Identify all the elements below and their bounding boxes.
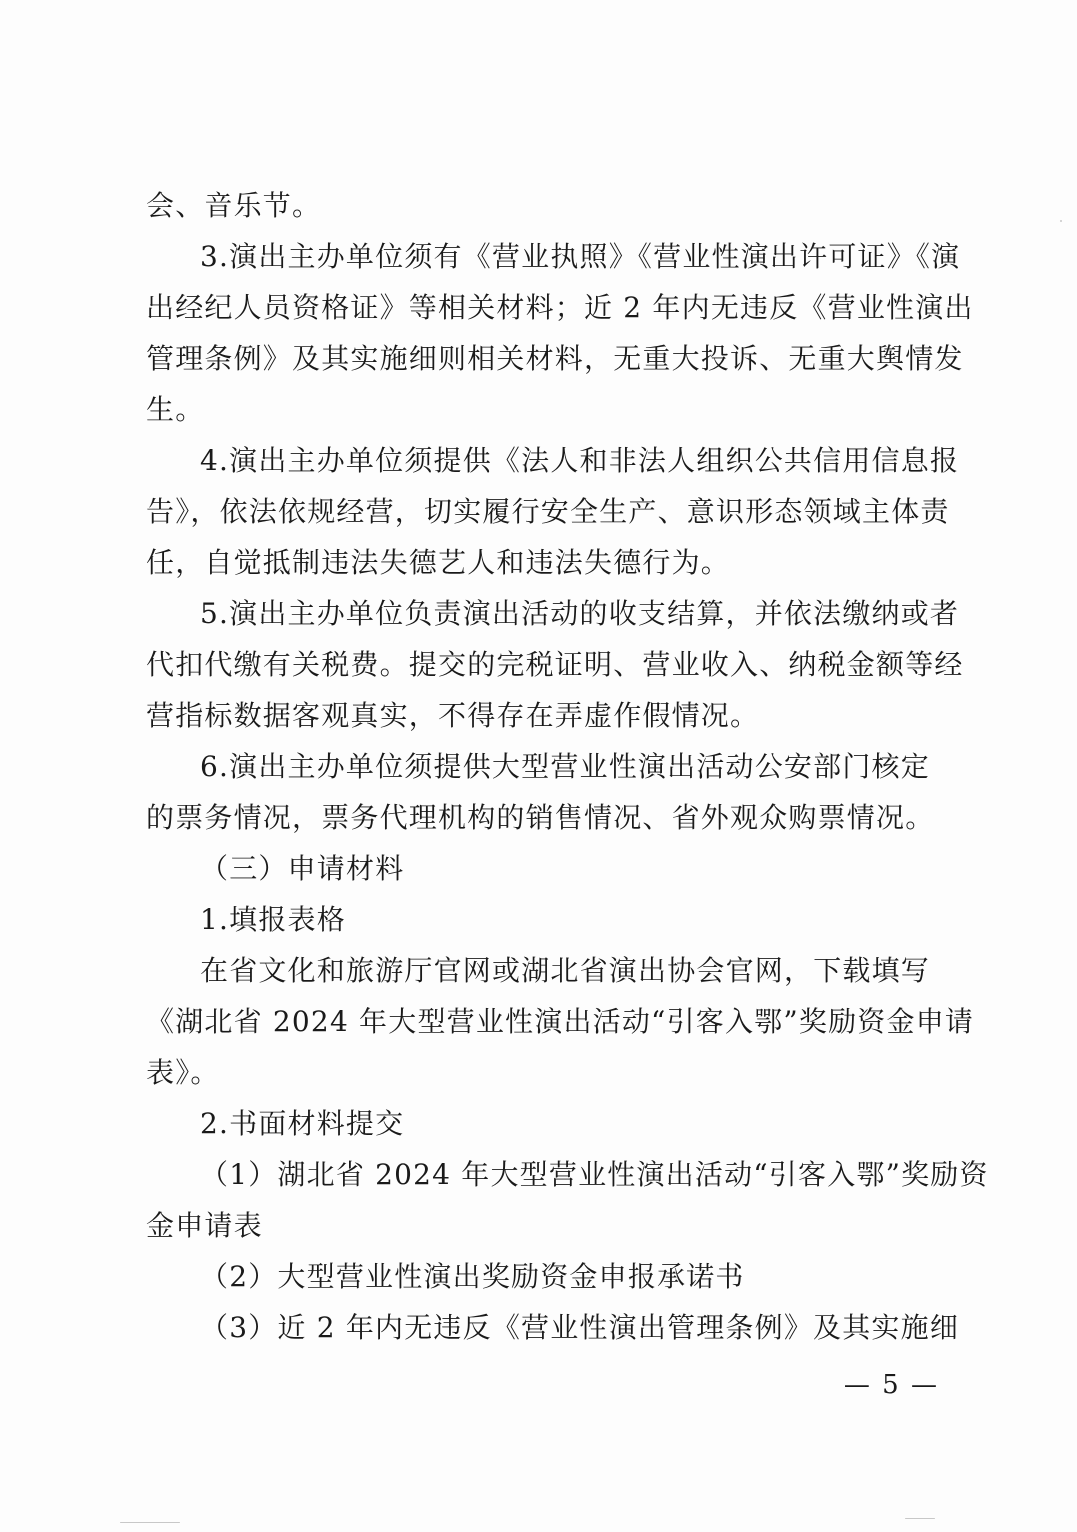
text-line: 的票务情况，票务代理机构的销售情况、省外观众购票情况。	[146, 801, 935, 834]
text-line: 6.演出主办单位须提供大型营业性演出活动公安部门核定	[200, 750, 930, 783]
scan-speck	[1060, 220, 1062, 222]
scan-speck	[905, 1518, 935, 1519]
text-line: 生。	[146, 393, 205, 426]
text-line: 3.演出主办单位须有《营业执照》《营业性演出许可证》《演	[200, 240, 961, 273]
page-number: — 5 —	[843, 1370, 939, 1400]
text-line: 告》，依法依规经营，切实履行安全生产、意识形态领域主体责	[146, 495, 950, 528]
text-line: 营指标数据客观真实，不得存在弄虚作假情况。	[146, 699, 760, 732]
list-item: （2）大型营业性演出奖励资金申报承诺书	[200, 1260, 745, 1293]
subsection-heading: 1.填报表格	[200, 903, 346, 936]
text-line: 表》。	[146, 1056, 220, 1089]
text-line: 任，自觉抵制违法失德艺人和违法失德行为。	[146, 546, 731, 579]
scan-speck	[120, 1522, 180, 1523]
text-line: 5.演出主办单位负责演出活动的收支结算，并依法缴纳或者	[200, 597, 960, 630]
text-line: 在省文化和旅游厅官网或湖北省演出协会官网，下载填写	[200, 954, 931, 987]
text-line: 《湖北省 2024 年大型营业性演出活动“引客入鄂”奖励资金申请	[146, 1005, 975, 1038]
text-line: 出经纪人员资格证》等相关材料；近 2 年内无违反《营业性演出	[146, 291, 974, 324]
list-item: （1）湖北省 2024 年大型营业性演出活动“引客入鄂”奖励资	[200, 1158, 989, 1191]
subsection-heading: 2.书面材料提交	[200, 1107, 405, 1140]
text-line: 会、音乐节。	[146, 189, 322, 222]
section-heading: （三）申请材料	[200, 852, 405, 885]
text-line: 金申请表	[146, 1209, 263, 1242]
text-line: 代扣代缴有关税费。提交的完税证明、营业收入、纳税金额等经	[146, 648, 964, 681]
list-item: （3）近 2 年内无违反《营业性演出管理条例》及其实施细	[200, 1311, 960, 1344]
text-line: 管理条例》及其实施细则相关材料，无重大投诉、无重大舆情发	[146, 342, 964, 375]
text-line: 4.演出主办单位须提供《法人和非法人组织公共信用信息报	[200, 444, 960, 477]
